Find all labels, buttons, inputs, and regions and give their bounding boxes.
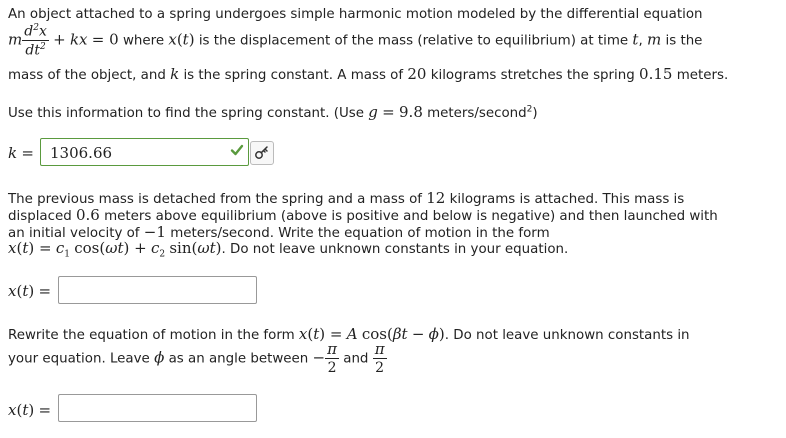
problem-intro-line-2: m $\frac{d^2x}{dt^2}$ + kx = 0 where x(t) is the displacement of the mass (relative to equilibrium) at time t, m is the: [8, 23, 703, 59]
second-derivative-fraction: $\frac{d^2x}{dt^2}$: [24, 23, 47, 59]
pi-over-2-fraction: $\frac{\pi}{2}$: [374, 340, 385, 376]
key-icon: [254, 145, 270, 161]
equation-of-motion-input[interactable]: [58, 276, 257, 304]
xt-answer-label-2: x(t) =: [8, 401, 52, 419]
third-part-line-1: Rewrite the equation of motion in the form x(t) = A cos(βt − ϕ). Do not leave unknown constants in: [8, 325, 690, 343]
spring-constant-input[interactable]: 1306.66: [40, 138, 249, 166]
correct-check-icon: [230, 143, 244, 157]
neg-pi-over-2-fraction: $\frac{\pi}{2}$: [327, 340, 337, 376]
amplitude-phase-form-input[interactable]: [58, 394, 257, 422]
second-part-line-4: $x(t) = c_1$ $\cos(\omega t) + c_2$ sin(ωt). Do not leave unknown constants in your equation.: [8, 239, 569, 260]
xt-answer-label-1: x(t) =: [8, 282, 52, 300]
spring-constant-instruction: Use this information to find the spring constant. (Use g = 9.8 meters/second$^2$): [8, 103, 538, 121]
second-part-line-1: The previous mass is detached from the spring and a mass of 12 kilograms is attached. This mass is: [8, 189, 685, 207]
second-part-line-3: an initial velocity of −1 meters/second. Write the equation of motion in the form: [8, 223, 550, 241]
problem-intro-line-1: An object attached to a spring undergoes simple harmonic motion modeled by the differential equation: [8, 7, 703, 22]
problem-intro-line-3: mass of the object, and k is the spring constant. A mass of 20 kilograms stretches the spring 0.15 meters.: [8, 65, 729, 83]
k-answer-label: k =: [8, 144, 34, 162]
key-icon-button[interactable]: [250, 141, 274, 165]
third-part-line-2: your equation. Leave ϕ as an angle between − $\frac{\pi}{2}$ and $\frac{\pi}{2}$: [8, 340, 385, 376]
second-part-line-2: displaced 0.6 meters above equilibrium (above is positive and below is negative) and then launched with: [8, 206, 718, 224]
